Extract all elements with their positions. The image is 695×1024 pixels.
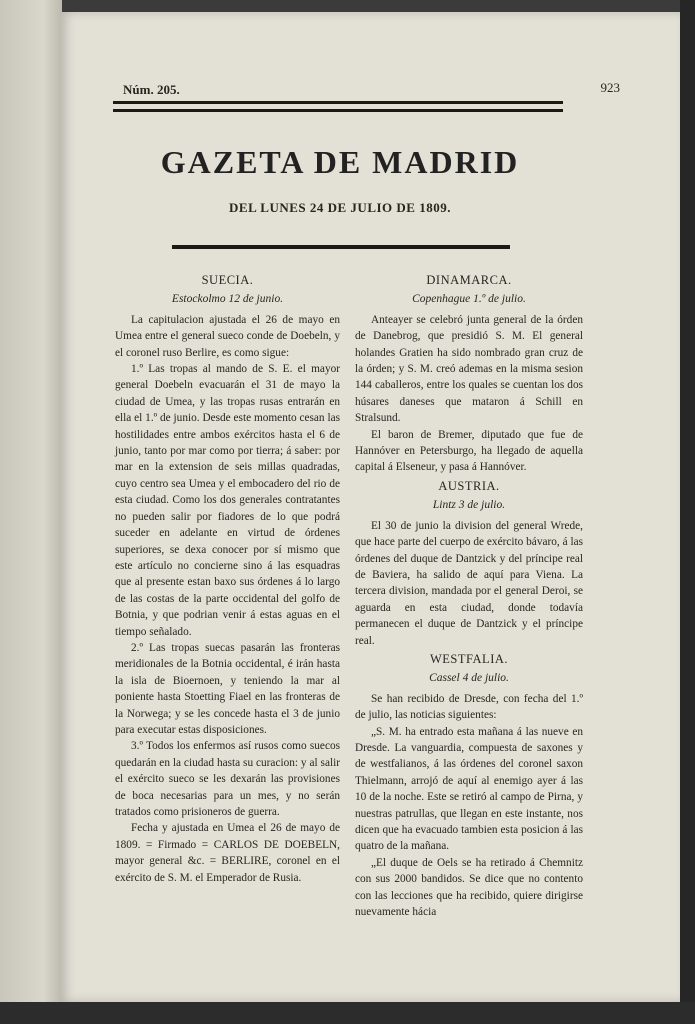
- paragraph: 3.º Todos los enfermos así rusos como suecos quedarán en la ciudad hasta su curacion: y al salir el exército sueco se les dexarán las provisiones de boca necesarias para un mes, y no serán tratados como prisioneros de guerra.: [115, 740, 340, 818]
- right-background: [680, 0, 695, 1024]
- paragraph: Fecha y ajustada en Umea el 26 de mayo de 1809. = Firmado = CARLOS DE DOEBELN, mayor general &c. = BERLIRE, coronel en el exército de S. M. el Emperador de Rusia.: [115, 822, 340, 884]
- newspaper-page: [60, 12, 680, 1002]
- paragraph: El baron de Bremer, diputado que fue de Hannóver en Petersburgo, ha llegado de aquella capital á Elseneur, y pasa á Hannóver.: [355, 428, 583, 474]
- issue-number: Núm. 205.: [123, 82, 180, 97]
- top-double-rule: [113, 101, 563, 112]
- paragraph: „S. M. ha entrado esta mañana á las nueve en Dresde. La vanguardia, compuesta de saxones y de westfalianos, á las órdenes del coronel saxon Thielmann, arrojó de aquí al enemigo ayer á las 10 de la noche. Este se retiró al campo de Pirna, y nuestras patrullas, que llegan en este instante, nos dicen que ha evacuado tambien esta posicion á las quatro de la mañana.: [355, 725, 583, 853]
- bottom-background: [0, 1002, 695, 1024]
- page-number: 923: [600, 80, 620, 95]
- issue-date: DEL LUNES 24 DE JULIO DE 1809.: [229, 200, 451, 215]
- section-heading: AUSTRIA.: [438, 478, 500, 493]
- dateline-place: Copenhague 1.º de julio.: [412, 293, 526, 306]
- section-heading: DINAMARCA.: [426, 273, 512, 287]
- masthead-rule: [172, 245, 510, 249]
- paragraph: 1.º Las tropas al mando de S. E. el mayor general Doebeln evacuarán el 31 de mayo la ciudad de Umea, y las tropas rusas entrarán en ella el 1.º de junio. Desde este momento cesan las hostilidades entre ambos exércitos hasta el 6 de junio, tanto por mar como por tierra; á saber: por mar en la extension de seis millas quadradas, cuyo centro sea Umea y el embocadero del rio de esta ciudad. Como los dos generales contratantes no pueden salir por fiadores de lo que podrá suceder en adelante en virtud de órdenes superiores, se dexa conocer por sí mismo que este artículo no concierne sino á las esquadras que al presente estan baxo sus órdenes á lo largo de las costas de la parte occidental del golfo de Botnia, y que podrian venir á estas aguas en el tiempo señalado.: [115, 363, 340, 638]
- section-heading: WESTFALIA.: [429, 651, 509, 666]
- left-column: [115, 270, 340, 886]
- paragraph: Anteayer se celebró junta general de la órden de Danebrog, que presidió S. M. El general holandes Gratien ha sido nombrado gran cruz de la órden; y S. M. creó ademas en la misma sesion 144 caballeros, entre los quales se cuentan los dos húsares daneses que mataron á Schill en Stralsund.: [355, 313, 583, 425]
- paragraph: Se han recibido de Dresde, con fecha del 1.º de julio, las noticias siguientes:: [355, 692, 583, 722]
- dateline-place: Cassel 4 de julio.: [429, 672, 509, 685]
- section-heading: SUECIA.: [201, 273, 254, 287]
- dateline-place: Estockolmo 12 de junio.: [171, 293, 284, 306]
- paragraph: La capitulacion ajustada el 26 de mayo en Umea entre el general sueco conde de Doebeln, y el coronel ruso Berlire, es como sigue:: [115, 313, 340, 359]
- masthead-title: GAZETA DE MADRID: [160, 144, 520, 180]
- left-page-edge: [0, 0, 62, 1024]
- right-column: [355, 270, 583, 920]
- paragraph: „El duque de Oels se ha retirado á Chemnitz con sus 2000 bandidos. Se dice que no contento con las lecciones que ha recibido, quiere dirigirse nuevamente hácia: [355, 856, 583, 919]
- dateline-place: Lintz 3 de julio.: [432, 499, 506, 512]
- paragraph: 2.º Las tropas suecas pasarán las fronteras meridionales de la Botnia occidental, é irán hasta la isla de Bioernoen, y teniendo la mar al poniente hasta Stoetting Fiael en las fronteras de la Norwega; y se les concede hasta el 3 de junio para executar estas disposiciones.: [115, 641, 340, 736]
- paragraph: El 30 de junio la division del general Wrede, que hace parte del cuerpo de exército bávaro, á las órdenes del duque de Dantzick y del príncipe real de Baviera, ha salido de aquí para Viena. La tercera division, mandada por el general Deroi, se aguarda en esta ciudad, donde todavía permanecen el duque de Dantzick y el príncipe real.: [355, 519, 583, 647]
